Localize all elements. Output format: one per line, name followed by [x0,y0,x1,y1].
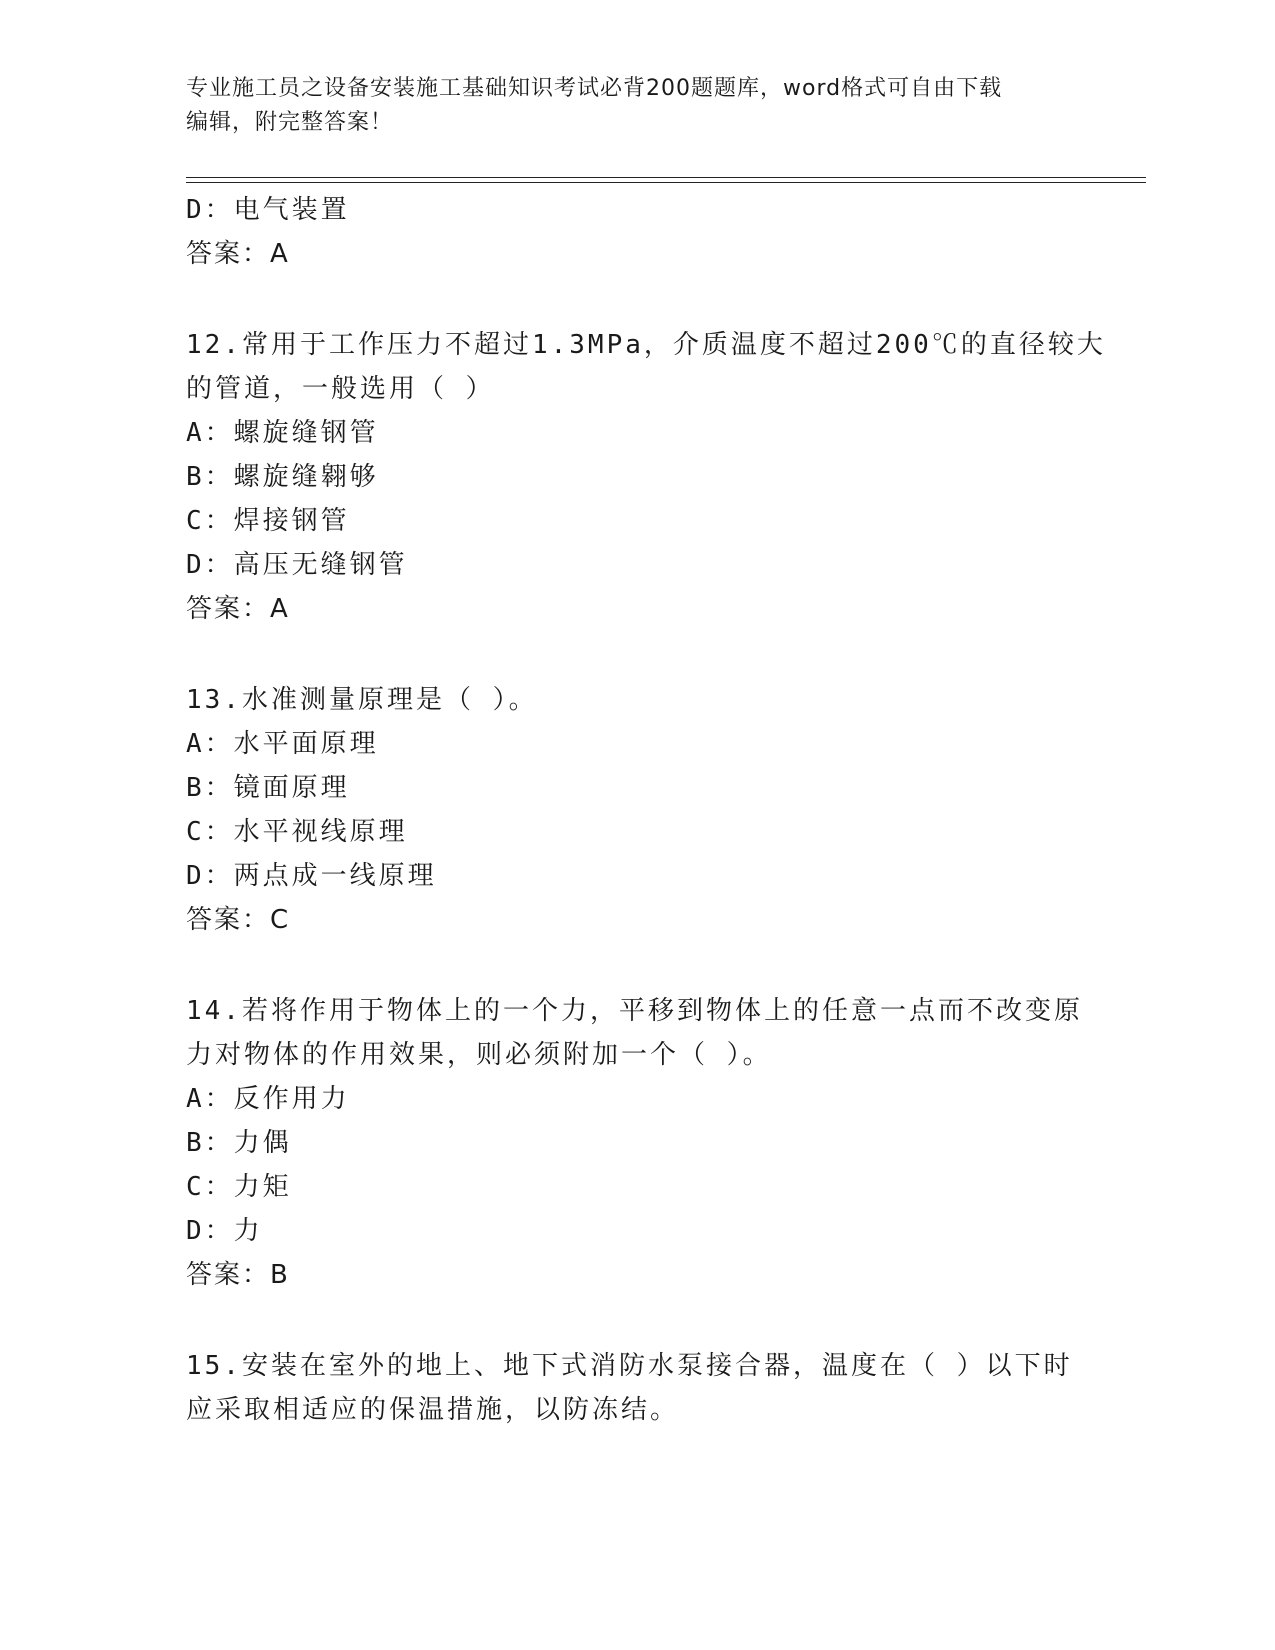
header-divider-bottom [186,182,1146,183]
q15-stem-line-1: 15.安装在室外的地上、地下式消防水泵接合器，温度在（ ）以下时 [186,1351,1073,1381]
q14-option-d: D：力 [186,1216,263,1246]
q12-stem-line-2: 的管道，一般选用（ ） [186,374,495,404]
q14-option-c: C：力矩 [186,1172,292,1202]
q13-answer: 答案：C [186,905,291,935]
q13-option-a: A：水平面原理 [186,729,379,759]
q13-option-b: B：镜面原理 [186,773,350,803]
q13-stem-line-1: 13.水准测量原理是（ ）。 [186,685,538,715]
header-title-line-2: 编辑，附完整答案！ [186,110,394,135]
q14-answer: 答案：B [186,1260,290,1290]
q12-option-d: D：高压无缝钢管 [186,550,408,580]
q14-stem-line-2: 力对物体的作用效果，则必须附加一个（ ）。 [186,1040,772,1070]
prev-answer: 答案：A [186,239,290,269]
header-title-line-1: 专业施工员之设备安装施工基础知识考试必背200题题库，word格式可自由下载 [186,76,1003,101]
header-divider-top [186,177,1146,178]
q14-stem-line-1: 14.若将作用于物体上的一个力，平移到物体上的任意一点而不改变原 [186,996,1083,1026]
q13-option-c: C：水平视线原理 [186,817,408,847]
q12-option-a: A：螺旋缝钢管 [186,418,379,448]
q12-stem-line-1: 12.常用于工作压力不超过1.3MPa，介质温度不超过200℃的直径较大 [186,330,1106,360]
q12-answer: 答案：A [186,594,290,624]
q13-option-d: D：两点成一线原理 [186,861,437,891]
q12-option-c: C：焊接钢管 [186,506,350,536]
prev-option-d: D：电气装置 [186,195,350,225]
q12-option-b: B：螺旋缝翱够 [186,462,379,492]
q15-stem-line-2: 应采取相适应的保温措施，以防冻结。 [186,1395,680,1425]
q14-option-b: B：力偶 [186,1128,292,1158]
q14-option-a: A：反作用力 [186,1084,350,1114]
document-header [186,72,1066,140]
